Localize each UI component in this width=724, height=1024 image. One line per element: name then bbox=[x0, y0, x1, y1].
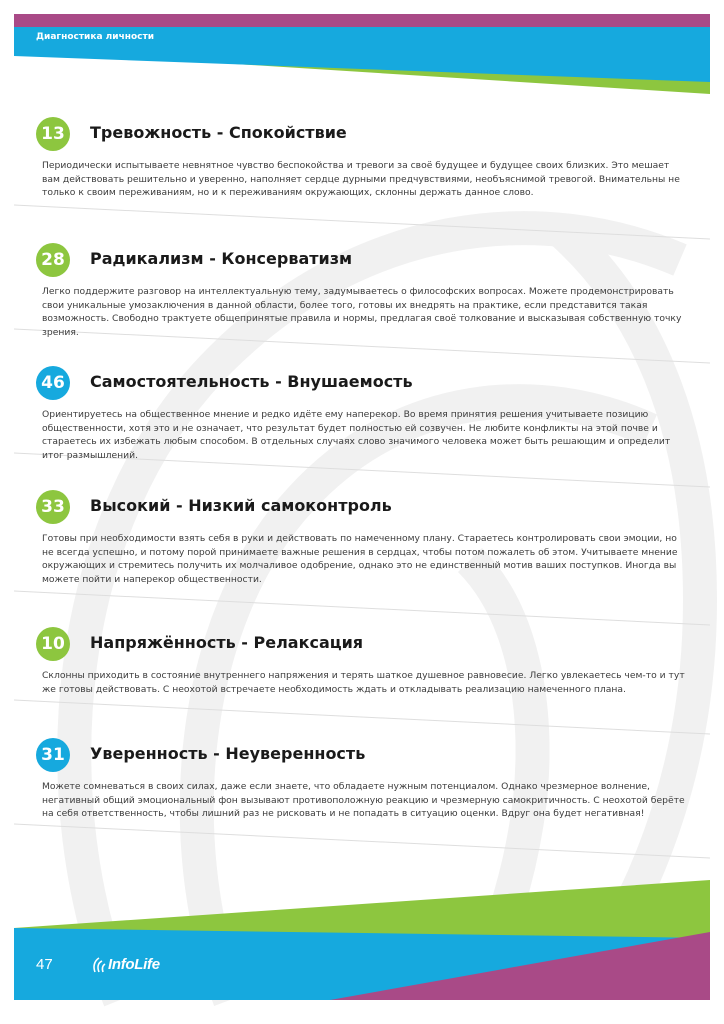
score-badge: 13 bbox=[36, 117, 70, 151]
section-text: Готовы при необходимости взять себя в руки и действовать по намеченному плану. Стараетесь контролировать свои эмоции, но не всегда успешно, и потому порой принимаете важные решения в сердцах, чтобы потом пожалеть об этом. Учитываете мнение окружающих и стремитесь получить их молчаливое одобрение, однако это не единственный мотив ваших поступков. Иногда вы можете пойти и наперекор общественности. bbox=[42, 533, 678, 585]
section-title: Уверенность - Неуверенность bbox=[90, 744, 366, 763]
section-text: Склонны приходить в состояние внутреннего напряжения и терять шаткое душевное равновесие. Легко увлекаетесь чем-то и тут же готовы действовать. С неохотой встречаете необходимость ждать и откладывать реализацию намеченного плана. bbox=[42, 670, 685, 695]
section-title: Радикализм - Консерватизм bbox=[90, 249, 353, 268]
background-arcs bbox=[74, 228, 700, 1000]
section-text: Периодически испытываете невнятное чувство беспокойства и тревоги за своё будущее и будущее своих близких. Это мешает вам действовать решительно и уверенно, наполняет сердце дурными предчувствиями, необъяснимой тревогой. Внимательны не только к своим переживаниям, но и к переживаниям окружающих, склонны держать данное слово. bbox=[42, 160, 680, 198]
section-text: Можете сомневаться в своих силах, даже если знаете, что обладаете нужным потенциалом. Однако чрезмерное волнение, негативный общий эмоциональный фон вызывают противоположную реакцию и чрезмерную самокритичность. С неохотой берёте на себя ответственность, чтобы лишний раз не рисковать и не попадать в ситуацию оценки. Вдруг она будет негативная! bbox=[42, 781, 685, 819]
section-title: Самостоятельность - Внушаемость bbox=[90, 372, 413, 391]
infolife-logo bbox=[92, 955, 160, 973]
infolife-logo-icon bbox=[92, 955, 106, 973]
score-badge: 46 bbox=[36, 366, 70, 400]
score-badge: 10 bbox=[36, 627, 70, 661]
section-text: Легко поддержите разговор на интеллектуальную тему, задумываетесь о философских вопросах. Можете продемонстрировать свои уникальные умозаключения в данной области, более того, готовы их внедрять на практике, если представится такая возможность. Свободно трактуете общепринятые правила и нормы, предлагая своё толкование и высказывая собственную точку зрения. bbox=[42, 286, 682, 338]
score-badge: 31 bbox=[36, 738, 70, 772]
section-title: Тревожность - Спокойствие bbox=[90, 123, 347, 142]
section-text: Ориентируетесь на общественное мнение и редко идёте ему наперекор. Во время принятия решения учитываете позицию общественности, хотя это и не означает, что результат будет полностью ей созвучен. Не любите конфликты на этой почве и стараетесь их избежать любым способом. В отдельных случаях слово значимого человека может быть решающим и определит итог размышлений. bbox=[42, 409, 671, 461]
header-purple-band bbox=[14, 14, 710, 27]
page-number: 47 bbox=[36, 956, 53, 973]
section-title: Высокий - Низкий самоконтроль bbox=[90, 496, 392, 515]
score-badge: 28 bbox=[36, 243, 70, 277]
header-title: Диагностика личности bbox=[36, 32, 155, 42]
score-badge: 33 bbox=[36, 490, 70, 524]
section-title: Напряжённость - Релаксация bbox=[90, 633, 364, 652]
logo-text: InfoLife bbox=[108, 955, 160, 973]
